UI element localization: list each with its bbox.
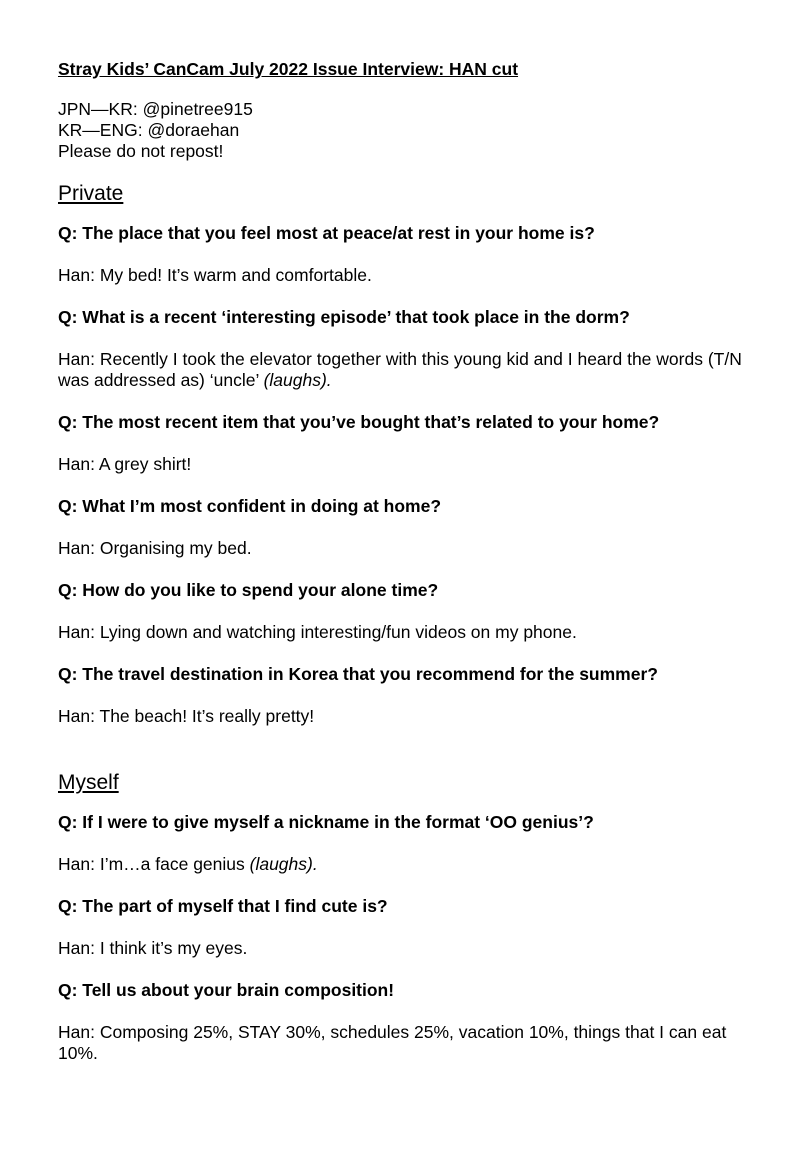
answer: Han: Composing 25%, STAY 30%, schedules 25%, vacation 10%, things that I can eat 10%. [58, 1022, 727, 1063]
section-heading-private: Private [58, 182, 124, 205]
question: Q: Tell us about your brain composition! [58, 980, 395, 1000]
question: Q: What I’m most confident in doing at home? [58, 496, 442, 516]
question: Q: The part of myself that I find cute is? [58, 896, 388, 916]
answer: Han: I’m…a face genius (laughs). [58, 854, 318, 874]
qa-item [58, 580, 748, 643]
section-myself [58, 770, 748, 1064]
question: Q: The place that you feel most at peace/at rest in your home is? [58, 223, 595, 243]
question: Q: The travel destination in Korea that you recommend for the summer? [58, 664, 658, 684]
document-title: Stray Kids’ CanCam July 2022 Issue Interview: HAN cut [58, 59, 519, 79]
section-private [58, 181, 748, 727]
credit-translator-kr-eng: KR—ENG: @doraehan [58, 120, 240, 140]
answer: Han: My bed! It’s warm and comfortable. [58, 265, 372, 285]
qa-item [58, 496, 748, 559]
answer: Han: Recently I took the elevator together with this young kid and I heard the words (T/N was addressed as) ‘uncle’ (laughs). [58, 349, 742, 390]
qa-item [58, 412, 748, 475]
qa-item [58, 980, 748, 1064]
repost-notice: Please do not repost! [58, 141, 224, 161]
question: Q: The most recent item that you’ve bought that’s related to your home? [58, 412, 660, 432]
qa-item [58, 812, 748, 875]
answer: Han: Lying down and watching interesting/fun videos on my phone. [58, 622, 577, 642]
qa-item [58, 307, 748, 391]
question: Q: What is a recent ‘interesting episode’ that took place in the dorm? [58, 307, 630, 327]
document-page [58, 58, 748, 1064]
answer: Han: A grey shirt! [58, 454, 192, 474]
qa-item [58, 223, 748, 286]
answer: Han: Organising my bed. [58, 538, 252, 558]
answer: Han: I think it’s my eyes. [58, 938, 248, 958]
qa-item [58, 896, 748, 959]
question: Q: If I were to give myself a nickname in the format ‘OO genius’? [58, 812, 594, 832]
credits-block [58, 99, 748, 162]
qa-item [58, 664, 748, 727]
credit-translator-jp-kr: JPN—KR: @pinetree915 [58, 99, 253, 119]
question: Q: How do you like to spend your alone time? [58, 580, 439, 600]
section-heading-myself: Myself [58, 771, 119, 794]
answer: Han: The beach! It’s really pretty! [58, 706, 315, 726]
